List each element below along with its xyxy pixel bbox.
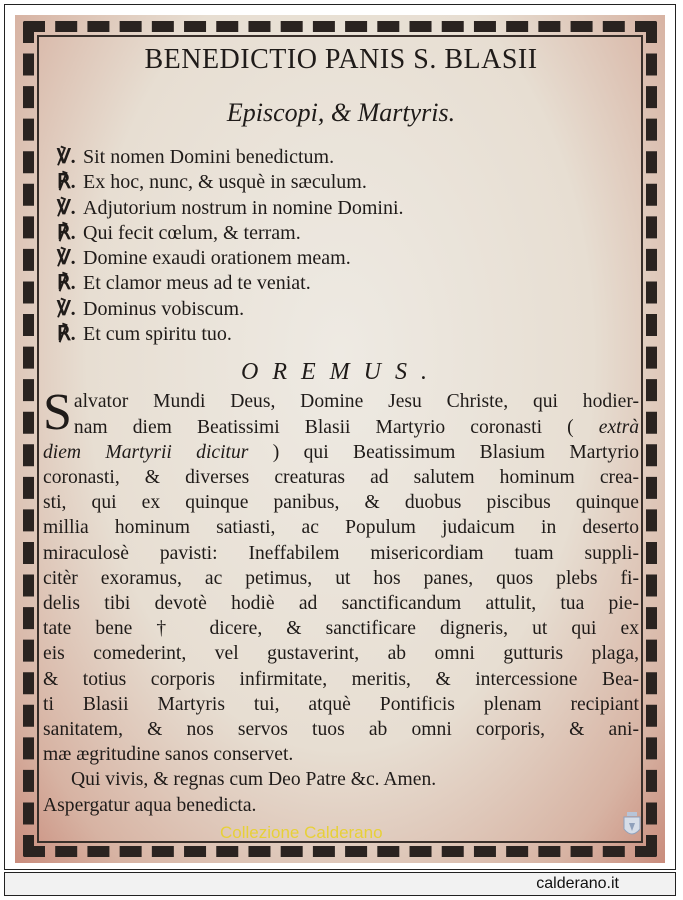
- response-text: Qui fecit cœlum, & terram.: [83, 221, 301, 244]
- versicle-text: Dominus vobiscum.: [83, 297, 245, 320]
- prayer-text: nam diem Beatissimi Blasii Martyrio coronasti (: [73, 416, 574, 438]
- collection-watermark: Collezione Calderano: [220, 823, 383, 842]
- document-subtitle: Episcopi, & Martyris.: [226, 98, 456, 127]
- closing-line: Qui vivis, & regnas cum Deo Patre &c. Amen.: [71, 769, 437, 791]
- prayer-line-last: mæ ægritudine sanos conservet.: [43, 744, 294, 766]
- document-title: BENEDICTIO PANIS S. BLASII: [144, 44, 538, 75]
- response-line: [57, 271, 639, 296]
- versicle-line: [57, 196, 639, 221]
- versicle-symbol: ℣.: [57, 196, 76, 219]
- drop-cap: S: [43, 384, 72, 442]
- prayer-line: coronasti, & diverses creaturas ad salutem hominum crea-: [43, 466, 639, 488]
- response-symbol: ℟.: [57, 272, 76, 295]
- prayer-line: tate bene † dicere, & sanctificare digneris, ut qui ex: [43, 618, 639, 640]
- prayer-line: sanitatem, & nos servos tuos ab omni corporis, & ani-: [43, 719, 639, 741]
- versicle-symbol: ℣.: [57, 146, 76, 168]
- response-symbol: ℟.: [57, 171, 76, 194]
- versicle-symbol: ℣.: [57, 247, 76, 270]
- prayer-line: [43, 415, 639, 440]
- prayer-line: & totius corporis infirmitate, meritis, & intercessione Bea-: [43, 668, 639, 690]
- response-symbol: ℟.: [57, 323, 76, 346]
- versicle-symbol: ℣.: [57, 297, 76, 320]
- response-text: Et cum spiritu tuo.: [83, 323, 232, 346]
- oremus-heading: OREMUS.: [241, 359, 441, 386]
- prayer-italic-text: diem Martyrii dicitur: [43, 441, 249, 463]
- prayer-line: eis comederint, vel gustaverint, ab omni gutturis plaga,: [43, 643, 639, 665]
- prayer-line: alvator Mundi Deus, Domine Jesu Christe, qui hodier-: [73, 391, 639, 413]
- response-line: [57, 170, 639, 195]
- footer-bar: [4, 872, 676, 896]
- versicle-line: [57, 145, 639, 170]
- prayer-body: [43, 384, 640, 817]
- coat-of-arms-icon: [621, 811, 643, 841]
- image-frame: [4, 4, 676, 870]
- prayer-line: citèr exoramus, ac petimus, ut hos panes, quos plebs fi-: [43, 567, 639, 589]
- response-text: Ex hoc, nunc, & usquè in sæculum.: [83, 171, 367, 194]
- prayer-line: [43, 440, 639, 465]
- prayer-line: ti Blasii Martyris tui, atquè Pontificis plenam recipiant: [43, 693, 639, 715]
- prayer-line: miraculosè pavisti: Ineffabilem misericordiam tuam suppli-: [43, 542, 639, 564]
- versicle-text: Adjutorium nostrum in nomine Domini.: [83, 196, 404, 219]
- prayer-line: millia hominum satiasti, ac Populum judaicum in deserto: [43, 517, 639, 539]
- prayer-italic-text: extrà: [598, 416, 640, 438]
- prayer-line: delis tibi devotè hodiè ad sanctificandum attulit, tua pie-: [43, 593, 639, 614]
- response-line: [57, 221, 639, 246]
- card-content: [43, 45, 639, 818]
- site-credit: calderano.it: [536, 875, 619, 892]
- versicle-text: Domine exaudi orationem meam.: [83, 247, 351, 270]
- versicle-list: [57, 145, 639, 347]
- rubric-line: Aspergatur aqua benedicta.: [43, 794, 257, 816]
- prayer-card: [15, 15, 665, 863]
- response-text: Et clamor meus ad te veniat.: [83, 272, 311, 295]
- versicle-line: [57, 297, 639, 322]
- response-line: [57, 322, 639, 347]
- versicle-line: [57, 246, 639, 271]
- response-symbol: ℟.: [57, 221, 76, 244]
- versicle-text: Sit nomen Domini benedictum.: [83, 146, 335, 168]
- prayer-text: ) qui Beatissimum Blasium Martyrio: [272, 441, 639, 463]
- prayer-line: sti, qui ex quinque panibus, & duobus piscibus quinque: [43, 492, 639, 514]
